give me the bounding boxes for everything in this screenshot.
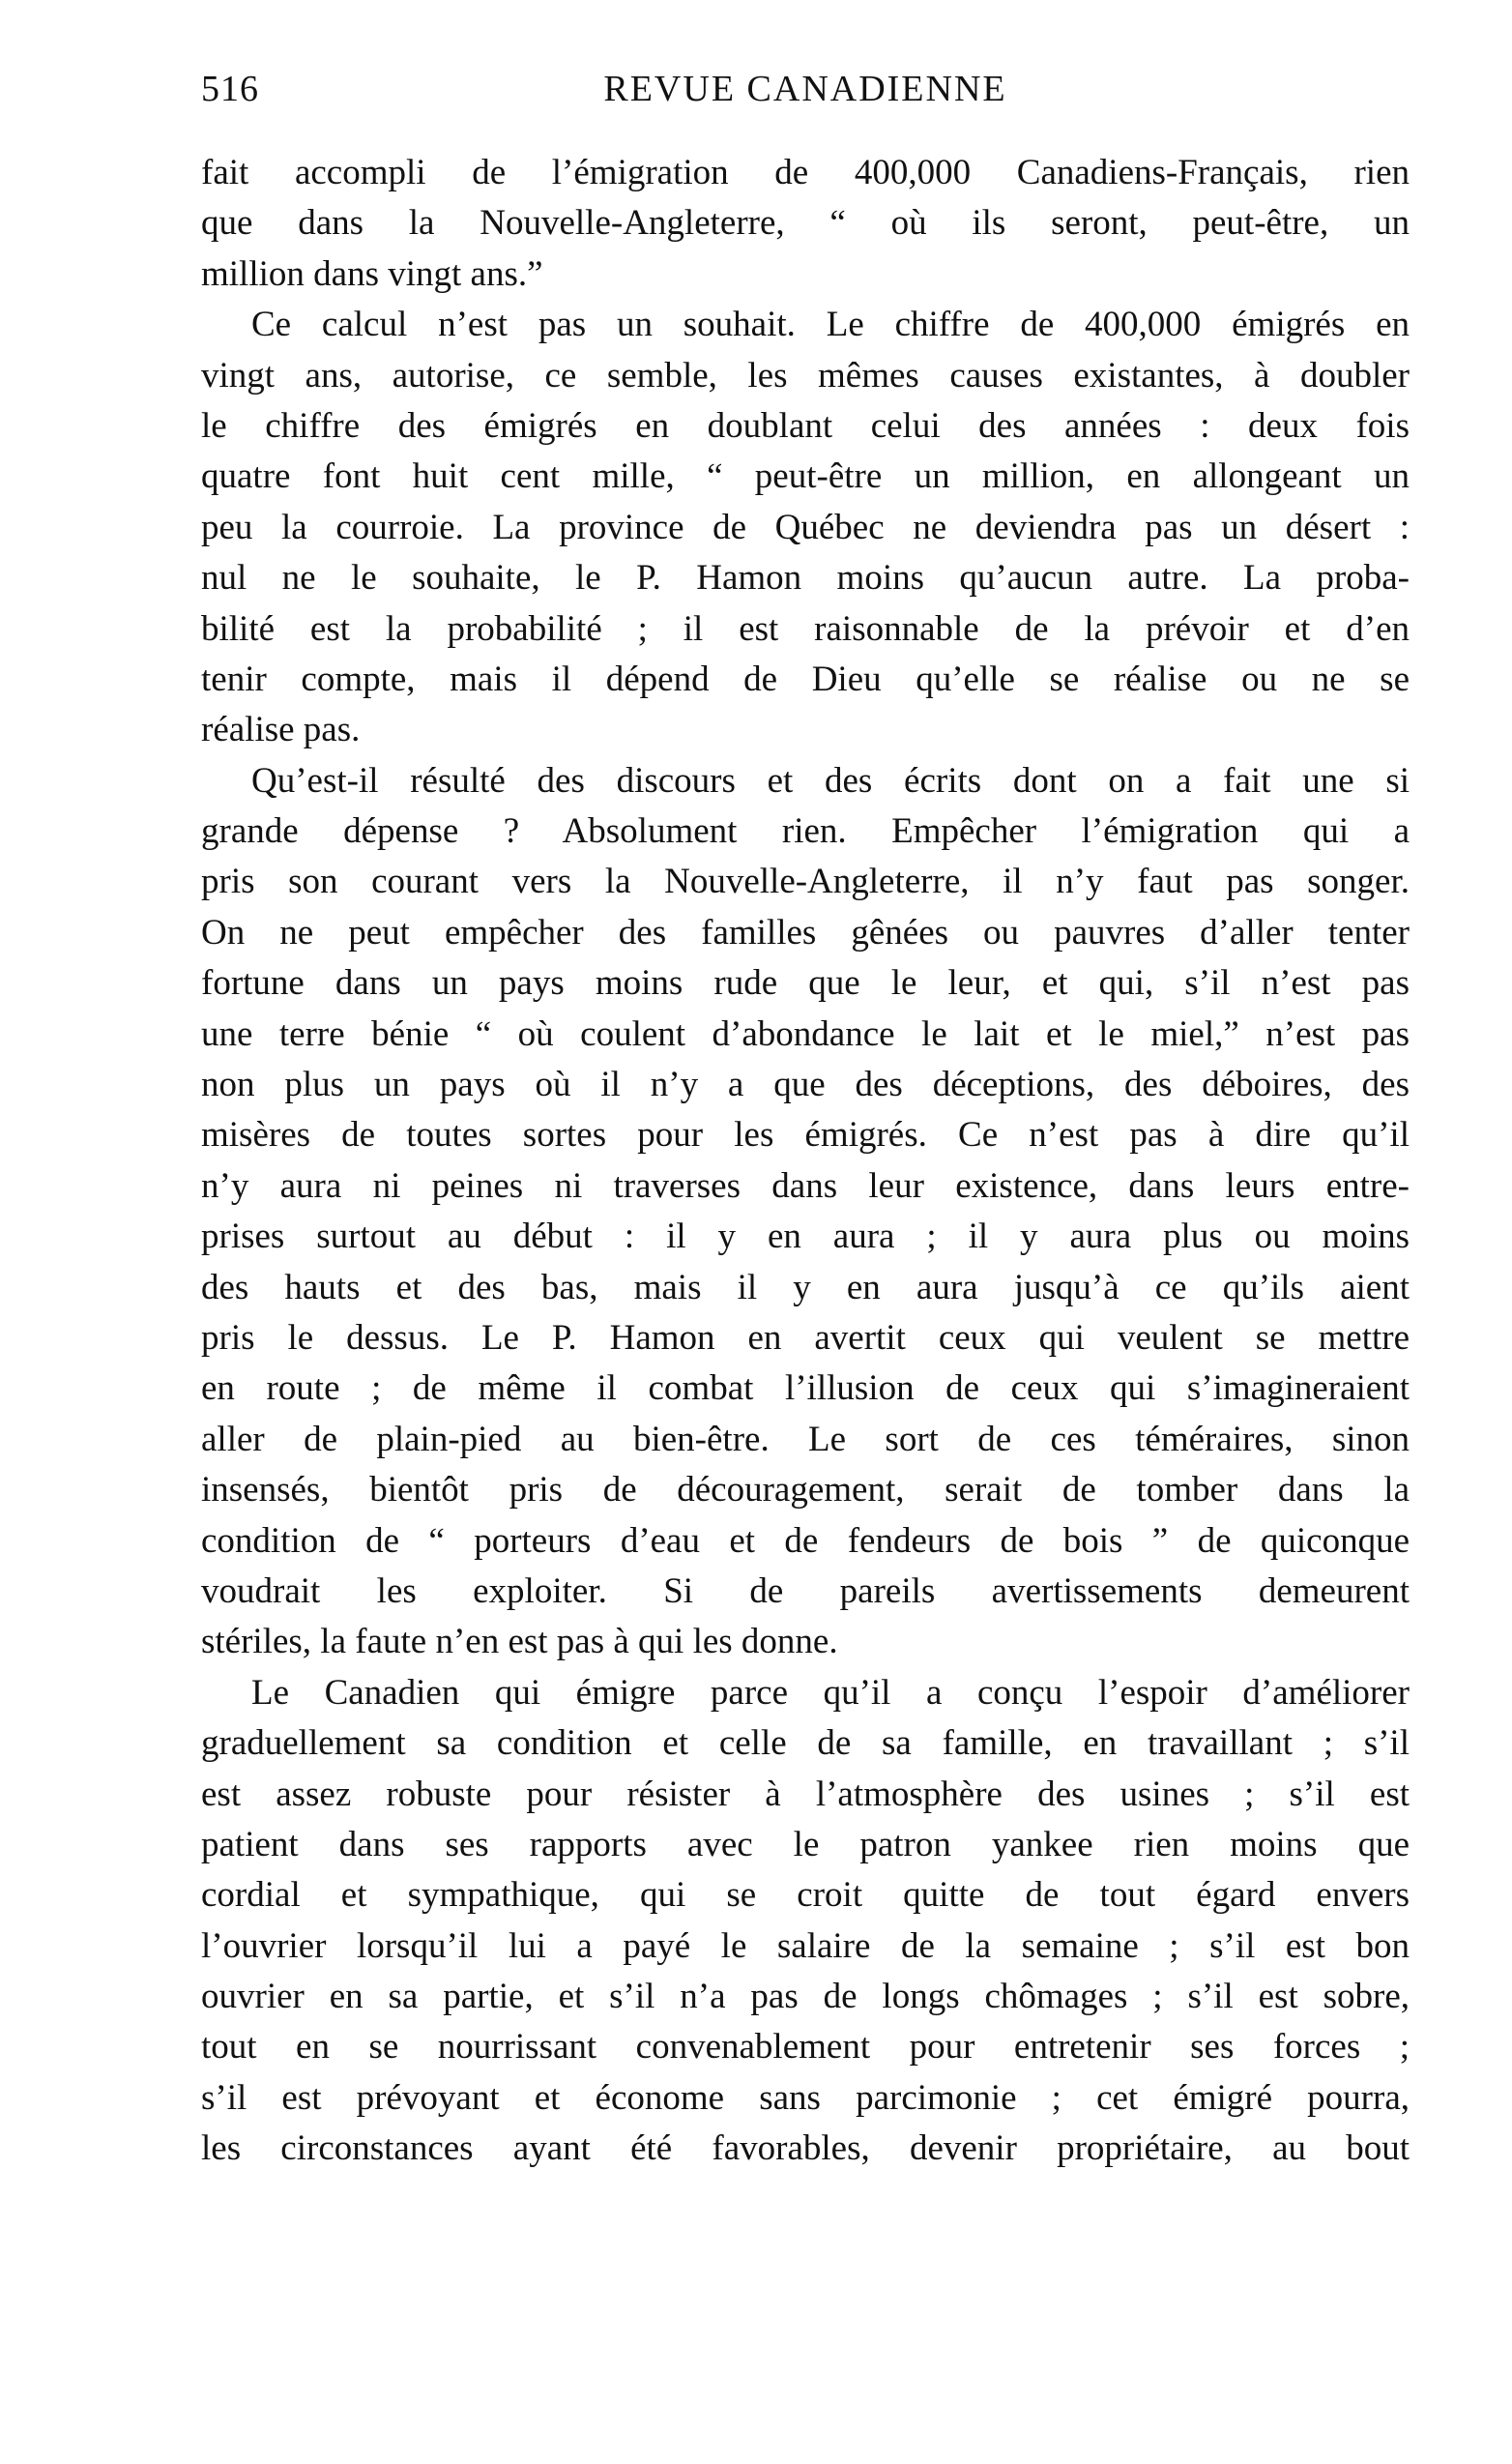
text-line: n’y aura ni peines ni traverses dans leur existence, dans leurs entre- (201, 1165, 1410, 1206)
text-line: tout en se nourrissant convenablement pour entretenir ses forces ; (201, 2027, 1410, 2068)
running-title: REVUE CANADIENNE (603, 69, 1007, 109)
page-header (201, 60, 1410, 118)
text-line: le chiffre des émigrés en doublant celui des années : deux fois (201, 405, 1410, 446)
text-line: quatre font huit cent mille, “ peut-être un million, en allongeant un (201, 456, 1410, 497)
text-line: condition de “ porteurs d’eau et de fendeurs de bois ” de quiconque (201, 1520, 1410, 1561)
text-line: On ne peut empêcher des familles gênées ou pauvres d’aller tenter (201, 912, 1410, 953)
text-line: que dans la Nouvelle-Angleterre, “ où ils seront, peut-être, un (201, 203, 1410, 244)
paragraph-first-line: Le Canadien qui émigre parce qu’il a conçu l’espoir d’améliorer (251, 1672, 1410, 1713)
page-number: 516 (201, 69, 259, 109)
text-line: grande dépense ? Absolument rien. Empêcher l’émigration qui a (201, 811, 1410, 852)
text-line: insensés, bientôt pris de découragement, serait de tomber dans la (201, 1470, 1410, 1511)
text-line: fortune dans un pays moins rude que le leur, et qui, s’il n’est pas (201, 963, 1410, 1004)
text-line: misères de toutes sortes pour les émigrés. Ce n’est pas à dire qu’il (201, 1115, 1410, 1156)
body-text (201, 148, 1410, 2175)
text-line: million dans vingt ans.” (201, 253, 543, 294)
text-line: pris le dessus. Le P. Hamon en avertit ceux qui veulent se mettre (201, 1317, 1410, 1358)
paragraph-first-line: Qu’est-il résulté des discours et des écrits dont on a fait une si (251, 760, 1410, 801)
text-line: réalise pas. (201, 710, 361, 750)
text-line: aller de plain-pied au bien-être. Le sort de ces téméraires, sinon (201, 1419, 1410, 1459)
text-line: ouvrier en sa partie, et s’il n’a pas de longs chômages ; s’il est sobre, (201, 1977, 1410, 2017)
text-line: est assez robuste pour résister à l’atmosphère des usines ; s’il est (201, 1774, 1410, 1814)
text-line: pris son courant vers la Nouvelle-Angleterre, il n’y faut pas songer. (201, 862, 1410, 902)
text-line: prises surtout au début : il y en aura ; il y aura plus ou moins (201, 1217, 1410, 1257)
text-line: bilité est la probabilité ; il est raisonnable de la prévoir et d’en (201, 608, 1410, 649)
text-line: non plus un pays où il n’y a que des déceptions, des déboires, des (201, 1065, 1410, 1105)
text-line: les circonstances ayant été favorables, devenir propriétaire, au bout (201, 2128, 1410, 2169)
text-line: l’ouvrier lorsqu’il lui a payé le salaire de la semaine ; s’il est bon (201, 1925, 1410, 1966)
text-line: vingt ans, autorise, ce semble, les mêmes causes existantes, à doubler (201, 355, 1410, 396)
text-line: une terre bénie “ où coulent d’abondance le lait et le miel,” n’est pas (201, 1013, 1410, 1054)
text-line: s’il est prévoyant et économe sans parcimonie ; cet émigré pourra, (201, 2077, 1410, 2118)
text-line: en route ; de même il combat l’illusion de ceux qui s’imagineraient (201, 1368, 1410, 1409)
text-line: tenir compte, mais il dépend de Dieu qu’elle se réalise ou ne se (201, 659, 1410, 699)
text-line: voudrait les exploiter. Si de pareils avertissements demeurent (201, 1570, 1410, 1611)
text-line: patient dans ses rapports avec le patron yankee rien moins que (201, 1824, 1410, 1864)
text-line: cordial et sympathique, qui se croit quitte de tout égard envers (201, 1875, 1410, 1916)
text-line: stériles, la faute n’en est pas à qui les donne. (201, 1622, 838, 1662)
text-line: fait accompli de l’émigration de 400,000 Canadiens-Français, rien (201, 153, 1410, 192)
text-line: graduellement sa condition et celle de sa famille, en travaillant ; s’il (201, 1723, 1410, 1764)
text-line: peu la courroie. La province de Québec ne deviendra pas un désert : (201, 507, 1410, 547)
text-line: des hauts et des bas, mais il y en aura jusqu’à ce qu’ils aient (201, 1267, 1410, 1307)
paragraph-first-line: Ce calcul n’est pas un souhait. Le chiffre de 400,000 émigrés en (251, 305, 1410, 345)
text-line: nul ne le souhaite, le P. Hamon moins qu’aucun autre. La proba- (201, 558, 1410, 599)
